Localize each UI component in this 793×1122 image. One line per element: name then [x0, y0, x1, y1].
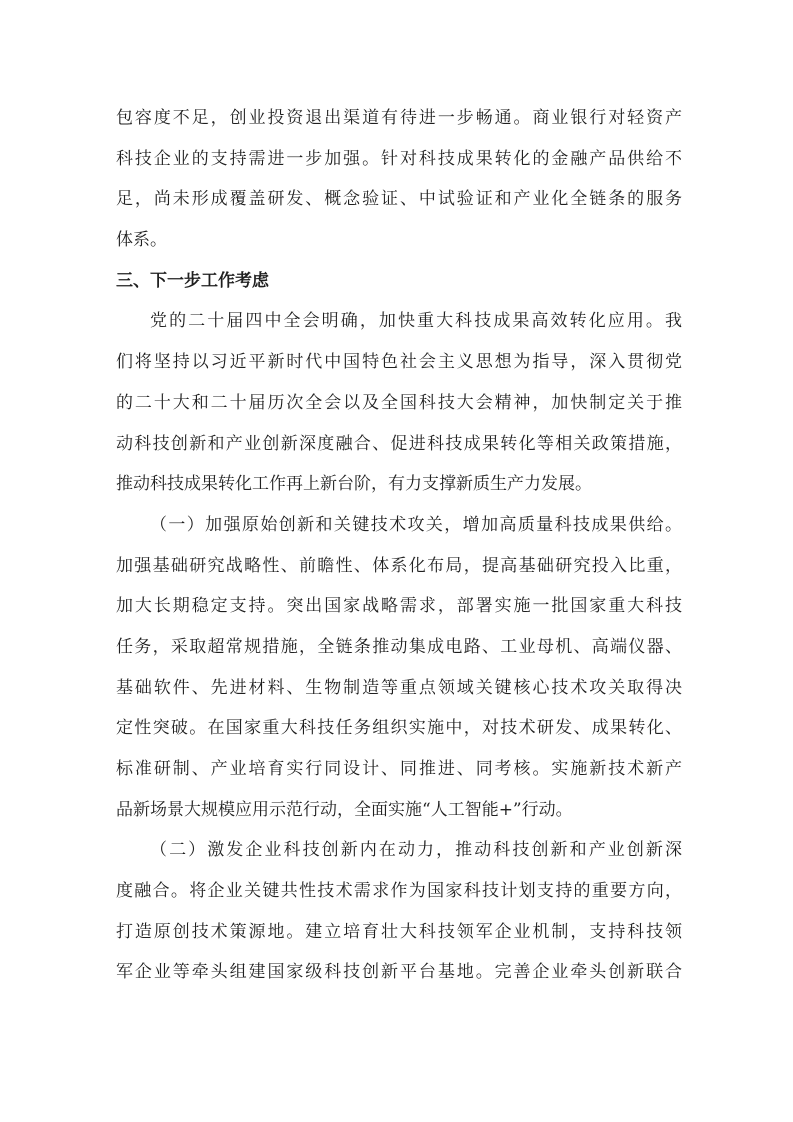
text-line: 标准研制、产业培育实行同设计、同推进、同考核。实施新技术新产 [116, 759, 682, 779]
text-line: （二）激发企业科技创新内在动力，推动科技创新和产业创新深 [150, 840, 682, 861]
paragraph-continued [116, 98, 682, 261]
text-line: 定性突破。在国家重大科技任务组织实施中，对技术研发、成果转化、 [116, 718, 682, 739]
text-line: 体系。 [116, 230, 167, 251]
text-line: （一）加强原始创新和关键技术攻关，增加高质量科技成果供给。 [150, 514, 682, 535]
text-line: 党的二十届四中全会明确，加快重大科技成果高效转化应用。我 [150, 311, 682, 332]
text-line: 科技企业的支持需进一步加强。针对科技成果转化的金融产品供给不 [116, 148, 682, 169]
paragraph-intro [116, 301, 682, 504]
text-line: 动科技创新和产业创新深度融合、促进科技成果转化等相关政策措施， [116, 433, 682, 454]
text-line: 包容度不足，创业投资退出渠道有待进一步畅通。商业银行对轻资产 [116, 108, 682, 128]
text-line: 加强基础研究战略性、前瞻性、体系化布局，提高基础研究投入比重， [116, 555, 682, 576]
text-line: 基础软件、先进材料、生物制造等重点领域关键核心技术攻关取得决 [116, 677, 682, 698]
text-line: 军企业等牵头组建国家级科技创新平台基地。完善企业牵头创新联合 [116, 962, 682, 983]
text-line: 们将坚持以习近平新时代中国特色社会主义思想为指导，深入贯彻党 [116, 352, 682, 373]
text-line: 加大长期稳定支持。突出国家战略需求，部署实施一批国家重大科技 [116, 596, 682, 617]
text-line: 任务，采取超常规措施，全链条推动集成电路、工业母机、高端仪器、 [116, 636, 682, 657]
text-line: 推动科技成果转化工作再上新台阶，有力支撑新质生产力发展。 [116, 474, 592, 495]
text-line: 打造原创技术策源地。建立培育壮大科技领军企业机制，支持科技领 [116, 921, 682, 942]
text-line: 品新场景大规模应用示范行动，全面实施“人工智能+”行动。 [116, 799, 573, 820]
section-heading [116, 261, 682, 302]
document-body [116, 98, 682, 993]
text-line: 的二十大和二十届历次全会以及全国科技大会精神，加快制定关于推 [116, 392, 682, 413]
paragraph-item-1 [116, 505, 682, 831]
text-line: 度融合。将企业关键共性技术需求作为国家科技计划支持的重要方向， [116, 881, 682, 902]
text-line: 足，尚未形成覆盖研发、概念验证、中试验证和产业化全链条的服务 [116, 189, 682, 210]
paragraph-item-2 [116, 830, 682, 993]
section-heading-text: 三、下一步工作考虑 [116, 270, 269, 291]
